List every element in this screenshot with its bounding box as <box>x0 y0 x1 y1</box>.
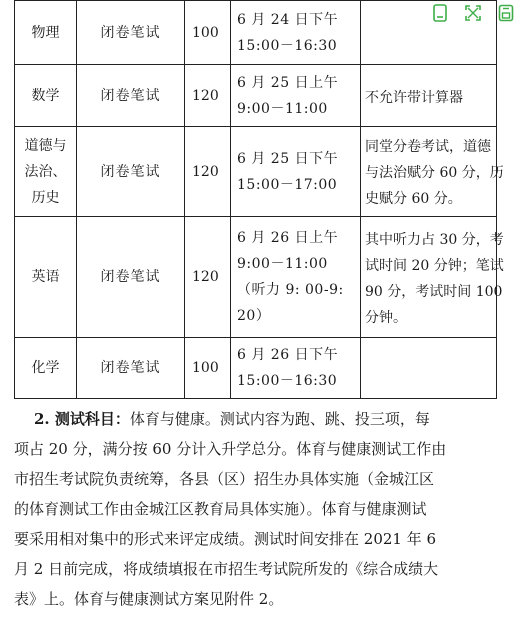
subject-label: 道德与 <box>24 137 67 154</box>
time-cell <box>231 1 361 65</box>
exam-mode-cell: 闭卷笔试 <box>77 338 185 399</box>
subject-cell <box>15 217 77 338</box>
time-cell <box>231 127 361 217</box>
note-cell <box>361 127 504 217</box>
table-row <box>15 217 497 338</box>
time-line: （听力 9: 00-9: <box>237 282 344 298</box>
table-row <box>15 65 497 127</box>
save-icon[interactable] <box>495 2 517 24</box>
time-line: 6 月 25 日上午 <box>237 74 339 91</box>
time-cell <box>231 65 361 127</box>
time-line: 6 月 25 日下午 <box>237 150 339 167</box>
note-line: 史赋分 60 分。 <box>365 190 462 207</box>
subject-cell <box>15 65 77 127</box>
time-line: 15:00－16:30 <box>237 37 338 54</box>
time-line: 20） <box>237 308 271 324</box>
note-line: 90 分，考试时间 100 <box>365 284 503 300</box>
exam-mode-cell: 闭卷笔试 <box>77 217 185 338</box>
subject-label: 数学 <box>31 87 60 104</box>
section-heading: 2. 测试科目： <box>34 410 130 428</box>
note-line: 试时间 20 分钟；笔试 <box>365 258 504 274</box>
time-line: 15:00－16:30 <box>237 373 338 389</box>
time-line: 9:00－11:00 <box>237 256 328 272</box>
paragraph-line: 月 2 日前完成，将成绩填报在市招生考试院所发的《综合成绩大 <box>14 560 439 578</box>
exam-mode-cell: 闭卷笔试 <box>77 127 185 217</box>
time-line: 6 月 26 日下午 <box>237 347 339 363</box>
paragraph-line: 表》上。体育与健康测试方案见附件 2。 <box>14 590 284 608</box>
paragraph-line: 的体育测试工作由金城江区教育局具体实施）。体育与健康测试 <box>14 500 427 518</box>
note-line: 与法治赋分 60 分，历 <box>365 164 504 181</box>
subject-label: 法治、 <box>24 163 67 180</box>
note-cell <box>361 217 504 338</box>
time-cell <box>231 338 361 399</box>
score-cell: 120 <box>185 217 231 338</box>
time-line: 6 月 26 日上午 <box>237 230 339 246</box>
subject-cell <box>15 338 77 399</box>
subject-cell <box>15 1 77 65</box>
subject-label: 物理 <box>31 24 60 41</box>
score-cell: 120 <box>185 127 231 217</box>
paragraph-line: 项占 20 分，满分按 60 分计入升学总分。体育与健康测试工作由 <box>14 440 447 458</box>
note-line: 不允许带计算器 <box>365 89 463 106</box>
score-cell: 120 <box>185 65 231 127</box>
subject-label: 英语 <box>31 269 60 285</box>
note-cell <box>361 65 497 127</box>
body-paragraph <box>14 404 504 614</box>
subject-cell <box>15 127 77 217</box>
paragraph-line <box>14 404 504 434</box>
time-cell <box>231 217 361 338</box>
note-cell <box>361 1 497 65</box>
time-line: 15:00－17:00 <box>237 176 338 193</box>
subject-label: 历史 <box>31 189 60 206</box>
table-row <box>15 338 497 399</box>
paragraph-line: 市招生考试院负责统筹，各县（区）招生办具体实施（金城江区 <box>14 470 435 488</box>
exam-mode-cell: 闭卷笔试 <box>77 65 185 127</box>
note-line: 其中听力占 30 分，考 <box>365 232 504 248</box>
note-line: 分钟。 <box>365 310 407 326</box>
score-cell: 100 <box>185 1 231 65</box>
table-row <box>15 1 497 65</box>
time-line: 6 月 24 日下午 <box>237 11 339 28</box>
time-line: 9:00－11:00 <box>237 100 328 117</box>
note-line: 同堂分卷考试，道德 <box>365 138 491 155</box>
paragraph-text: 体育与健康。测试内容为跑、跳、投三项，每 <box>129 410 430 428</box>
paragraph-line: 要采用相对集中的形式来评定成绩。测试时间安排在 2021 年 6 <box>14 530 437 548</box>
exam-mode-cell: 闭卷笔试 <box>77 1 185 65</box>
table-row <box>15 127 497 217</box>
score-cell: 100 <box>185 338 231 399</box>
subject-label: 化学 <box>31 360 60 376</box>
exam-schedule-table <box>14 0 504 399</box>
note-cell <box>361 338 497 399</box>
